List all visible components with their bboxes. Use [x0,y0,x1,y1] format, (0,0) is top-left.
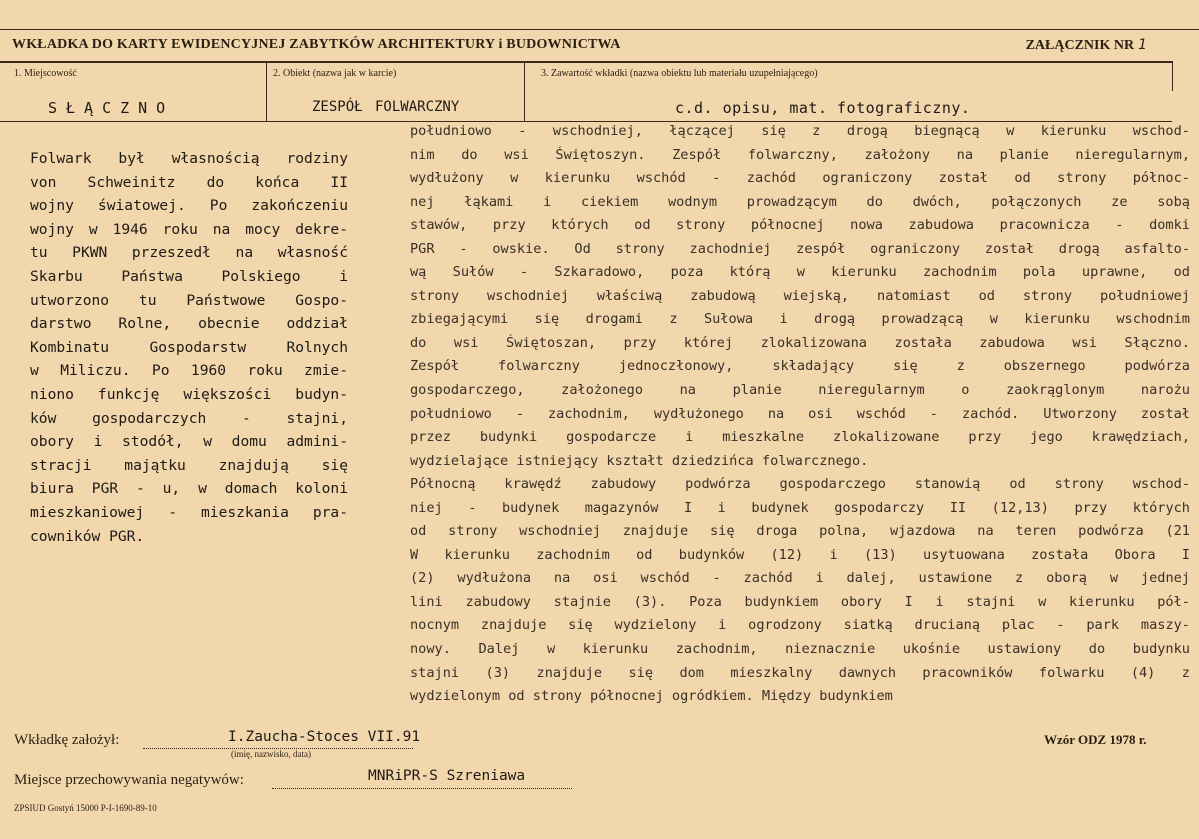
left-line: mieszkaniowej - mieszkania pra- [30,503,348,521]
place-value: SŁĄCZNO [48,99,175,117]
annex-label [1026,37,1147,54]
right-line: od strony wschodniej znajduje się droga polna, wjazdowa na teren podwórza (21 [410,523,1190,540]
left-line: Skarbu Państwa Polskiego i [30,267,348,285]
left-line: ków gospodarczych - stajni, [30,409,348,427]
right-line: (2) wydłużona na osi wschód - zachód i dalej, ustawione z oborą w jednej [410,570,1190,587]
right-line: nim do wsi Świętoszyn. Zespół folwarczny, założony na planie nieregularnym, [410,146,1190,163]
right-line: gospodarczego, założonego na planie nieregularnym o zaokrąglonym narożu [410,382,1190,399]
right-line: nocnym znajduje się wydzielony i ogrodzony siatką drucianą plac - park maszy- [410,617,1190,634]
right-line: W kierunku zachodnim od budynków (12) i (13) usytuowana została Obora I [410,546,1190,563]
header-rule [0,61,1172,63]
right-line: do wsi Świętoszan, przy której zlokalizowana została zabudowa wsi Słączno. [410,334,1190,351]
left-line: wojny światowej. Po zakończeniu [30,197,348,215]
form-code: Wzór ODZ 1978 r. [1044,732,1147,747]
right-line: wą Sułów - Szkaradowo, poza którą w kierunku zachodnim pola uprawne, od [410,264,1190,281]
right-line: stajni (3) znajduje się dom mieszkalny dawnych pracowników folwarku (4) z [410,664,1190,681]
right-line: stawów, przy których od strony północnej nowa zabudowa pracownicza - domki [410,217,1190,234]
author-value: I.Zaucha-Stoces VII.91 [228,729,421,745]
storage-label: Miejsce przechowywania negatywów: [14,772,244,788]
right-line: południowo - wschodniej, łączącej się z drogą biegnącą w kierunku wschod- [410,123,1190,139]
right-line: wydzielające istniejący kształt dziedzińca folwarcznego. [410,452,869,469]
storage-dotted-line [272,788,572,789]
right-line: południowo - zachodnim, wydłużonego na osi wschód - zachód. Utworzony został [410,405,1190,422]
right-line: Zespół folwarczny jednoczłonowy, składający się z obszernego podwórza [410,358,1190,375]
object-label: 2. Obiekt (nazwa jak w karcie) [273,68,397,79]
annex-number: 1 [1138,37,1147,53]
left-line: obory i stodół, w domu admini- [30,433,348,451]
left-line: stracji majątku znajdują się [30,456,348,474]
content-label: 3. Zawartość wkładki (nazwa obiektu lub materiału uzupełniającego) [541,68,818,79]
printer-imprint: ZPSIUD Gostyń 15000 P-I-1690-89-10 [14,803,157,813]
left-line: von Schweinitz do końca II [30,173,348,191]
divider-1 [266,61,267,121]
left-line: biura PGR - u, w domach koloni [30,480,348,498]
left-line: wojny w 1946 roku na mocy dekre- [30,220,348,238]
left-line: Folwark był własnością rodziny [30,150,348,167]
right-line: zbiegającymi się drogami z Sułowa i drogą prowadzącą w kierunku wschodnim [410,311,1190,328]
left-line: utworzono tu Państwowe Gospo- [30,291,348,309]
right-line: nowy. Dalej w kierunku zachodnim, nieznacznie ukośnie ustawiony do budynku [410,641,1190,658]
right-line: przez budynki gospodarcze i mieszkalne zlokalizowane przy jego krawędziach, [410,429,1190,446]
right-line: PGR - owskie. Od strony zachodniej zespół ograniczony został drogą asfalto- [410,240,1190,257]
right-line: niej - budynek magazynów I i budynek gospodarczy II (12,13) przy których [410,499,1190,516]
object-value: ZESPÓŁ FOLWARCZNY [312,99,460,115]
annex-label-text: ZAŁĄCZNIK NR [1025,38,1135,53]
left-line: Kombinatu Gospodarstw Rolnych [30,338,348,356]
place-label: 1. Miejscowość [14,68,77,79]
storage-value: MNRiPR-S Szreniawa [368,768,526,784]
author-label: Wkładkę założył: [14,732,120,748]
form-title: WKŁADKA DO KARTY EWIDENCYJNEJ ZABYTKÓW ARCHITEKTURY i BUDOWNICTWA [12,37,621,52]
right-line: lini zabudowy stajnie (3). Poza budynkiem obory I i stajni w kierunku pół- [410,593,1190,610]
right-line: wydłużony w kierunku wschód - zachód ograniczony został od strony północ- [410,170,1190,187]
author-hint: (imię, nazwisko, data) [231,749,311,759]
left-description [30,147,348,548]
content-value: c.d. opisu, mat. fotograficzny. [675,99,971,117]
divider-2 [524,61,525,121]
right-line: Północną krawędź zabudowy podwórza gospodarczego stanowią od strony wschod- [410,476,1190,493]
right-line: nej łąkami i ciekiem wodnym prowadzącym do dwóch, połączonych ze sobą [410,193,1190,210]
left-line: tu PKWN przeszedł na własność [30,244,348,262]
right-description [410,120,1190,709]
right-line: wydzielonym od strony północnej ogródkiem. Między budynkiem [410,688,893,705]
right-line: strony wschodniej właściwą zabudową wiejską, natomiast od strony południowej [410,287,1190,304]
top-border [0,29,1199,30]
right-edge-line [1172,61,1173,91]
left-line: w Miliczu. Po 1960 roku zmie- [30,362,348,380]
left-line: cowników PGR. [30,527,145,545]
left-line: darstwo Rolne, obecnie oddział [30,315,348,333]
left-line: niono funkcję większości budyn- [30,385,348,403]
